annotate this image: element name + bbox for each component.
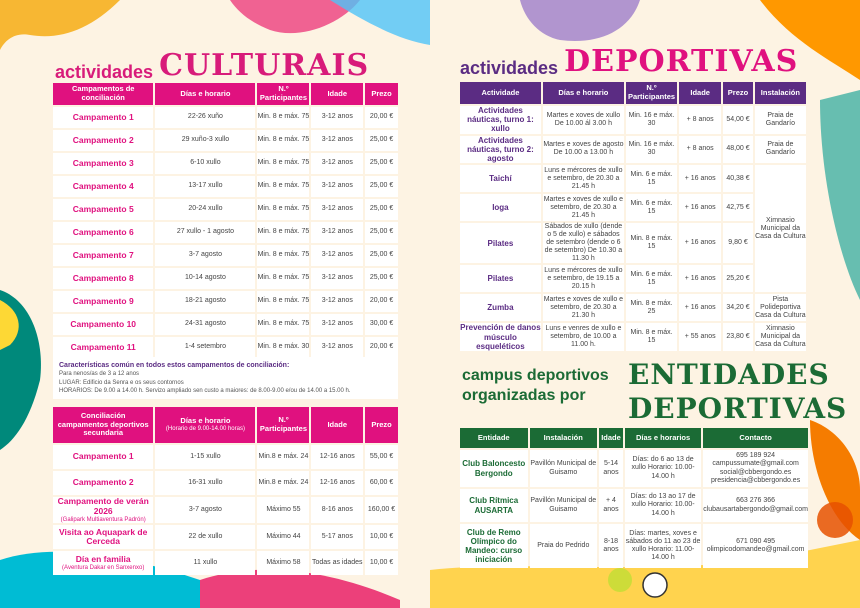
table-row <box>53 314 398 335</box>
camp-days: 13-17 xullo <box>155 176 255 197</box>
camp-participants: Min. 8 e máx. 75 <box>257 130 309 151</box>
activity-age: + 55 anos <box>679 323 721 351</box>
camp-participants: Máximo 44 <box>257 525 309 549</box>
entity-age: + 4 anos <box>599 489 623 522</box>
col-header <box>155 407 255 443</box>
activity-name: Actividades náuticas, turno 2: agosto <box>460 136 541 164</box>
camp-age: 3-12 anos <box>311 291 363 312</box>
entidades-header-row <box>460 428 808 448</box>
activity-participants: Min. 8 e máx. 25 <box>626 294 677 321</box>
camp-participants: Min.8 e máx. 24 <box>257 471 309 495</box>
camp-days: 3-7 agosto <box>155 497 255 523</box>
activity-days: Luns e mércores de xullo e setembro, de 20.30 a 21.45 h <box>543 165 624 192</box>
table-row <box>460 106 806 134</box>
camp-name: Campamento 5 <box>53 199 153 220</box>
camp-participants: Min. 8 e máx. 75 <box>257 107 309 128</box>
camp-price: 25,00 € <box>365 199 398 220</box>
camp-age: 5-17 anos <box>311 525 363 549</box>
activity-participants: Min. 8 e máx. 15 <box>626 223 677 263</box>
entity-days: Días: do 6 ao 13 de xullo Horario: 10.00-14.00 h <box>625 450 701 487</box>
camp-participants: Máximo 55 <box>257 497 309 523</box>
camp-participants: Min. 8 e máx. 75 <box>257 268 309 289</box>
activity-participants: Min. 8 e máx. 15 <box>626 323 677 351</box>
camp-participants: Min. 8 e máx. 75 <box>257 245 309 266</box>
deportivas-table <box>458 80 808 353</box>
activity-age: + 16 anos <box>679 294 721 321</box>
camp-price: 30,00 € <box>365 314 398 335</box>
culturais-title <box>55 48 369 83</box>
col-header: Instalación <box>755 82 806 104</box>
table-row <box>53 268 398 289</box>
entity-contact: 663 276 366 clubausartabergondo@gmail.com <box>703 489 808 522</box>
table-row <box>53 291 398 312</box>
activity-name: Pilates <box>460 265 541 292</box>
col-header: Prezo <box>365 407 398 443</box>
camp-price: 25,00 € <box>365 153 398 174</box>
camp-days: 1-4 setembro <box>155 337 255 358</box>
entity-age: 8-18 anos <box>599 524 623 568</box>
activity-days: Martes e xoves de agosto De 10.00 a 13.00 h <box>543 136 624 164</box>
activity-age: + 16 anos <box>679 265 721 292</box>
table-row <box>460 165 806 192</box>
culturais-title-small: actividades <box>55 62 154 82</box>
culturais-table <box>51 81 400 360</box>
col-header: Días e horarios <box>625 428 701 448</box>
table-row <box>53 525 398 549</box>
activity-participants: Min. 6 e máx. 15 <box>626 165 677 192</box>
activity-age: + 8 anos <box>679 106 721 134</box>
col-header: N.º Participantes <box>626 82 677 104</box>
camp-name: Campamento 3 <box>53 153 153 174</box>
camp-name: Campamento 2 <box>53 130 153 151</box>
table-row <box>53 199 398 220</box>
camp-age: 3-12 anos <box>311 107 363 128</box>
activity-age: + 8 anos <box>679 136 721 164</box>
activity-name: Pilates <box>460 223 541 263</box>
col-header: Idade <box>599 428 623 448</box>
activity-name: Actividades náuticas, turno 1: xullo <box>460 106 541 134</box>
col-header: Entidade <box>460 428 528 448</box>
col-header: Instalación <box>530 428 598 448</box>
secundaria-header-row <box>53 407 398 443</box>
entity-age: 5-14 anos <box>599 450 623 487</box>
camp-name: Campamento 10 <box>53 314 153 335</box>
camp-participants: Min.8 e máx. 24 <box>257 445 309 469</box>
notes-line: LUGAR: Edificio da Senra e os seus contornos <box>59 379 184 386</box>
camp-age: 3-12 anos <box>311 176 363 197</box>
deportivas-title-small: actividades <box>460 58 559 78</box>
deportivas-title-big: DEPORTIVAS <box>564 44 799 79</box>
deportivas-title <box>460 44 798 79</box>
activity-name: Prevención de danos músculo esqueléticos <box>460 323 541 351</box>
camp-days: 10-14 agosto <box>155 268 255 289</box>
camp-price: 60,00 € <box>365 471 398 495</box>
camp-age: 3-12 anos <box>311 268 363 289</box>
camp-participants: Min. 8 e máx. 75 <box>257 314 309 335</box>
entidades-table <box>458 426 810 570</box>
activity-installation: Ximnasio Municipal da Casa da Cultura <box>755 165 806 292</box>
activity-days: Martes e xoves de xullo e setembro, de 20.30 a 21.45 h <box>543 194 624 221</box>
activity-days: Luns e venres de xullo e setembro, de 10.00 a 11.00 h. <box>543 323 624 351</box>
activity-installation: Praia de Gandarío <box>755 136 806 164</box>
camp-participants: Min. 8 e máx. 75 <box>257 199 309 220</box>
camp-days: 22 de xullo <box>155 525 255 549</box>
activity-installation: Praia de Gandarío <box>755 106 806 134</box>
entidades-body <box>460 450 808 568</box>
table-row <box>53 497 398 523</box>
activity-age: + 16 anos <box>679 165 721 192</box>
camp-age: 3-12 anos <box>311 245 363 266</box>
camp-price: 10,00 € <box>365 551 398 575</box>
camp-days: 3-7 agosto <box>155 245 255 266</box>
activity-name: Zumba <box>460 294 541 321</box>
camp-name: Campamento 1 <box>53 107 153 128</box>
table-row <box>53 130 398 151</box>
entity-installation: Pavillón Municipal de Guisamo <box>530 489 598 522</box>
table-row <box>460 294 806 321</box>
activity-participants: Min. 6 e máx. 15 <box>626 194 677 221</box>
camp-age: 3-12 anos <box>311 130 363 151</box>
camp-name-sub: (Aventura Dakar en Sanxenxo) <box>62 564 145 571</box>
camp-participants: Min. 8 e máx. 75 <box>257 222 309 243</box>
deportivas-body <box>460 106 806 351</box>
camp-price: 20,00 € <box>365 291 398 312</box>
notes-line: Para nenos/as de 3 a 12 anos <box>59 371 140 378</box>
col-header: Idade <box>311 407 363 443</box>
camp-name-sub: (Galipark Multiaventura Padrón) <box>60 516 146 523</box>
camp-days: 22-26 xuño <box>155 107 255 128</box>
secundaria-table <box>51 405 400 577</box>
activity-price: 48,00 € <box>723 136 753 164</box>
camp-name <box>53 525 153 549</box>
col-header-sub: (Horario de 9.00-14.00 horas) <box>165 425 245 432</box>
activity-price: 42,75 € <box>723 194 753 221</box>
col-header: Conciliación campamentos deportivos secundaria <box>53 407 153 443</box>
deportivas-header-row <box>460 82 806 104</box>
camp-price: 25,00 € <box>365 245 398 266</box>
table-row <box>53 471 398 495</box>
camp-age: 3-12 anos <box>311 314 363 335</box>
col-header: Prezo <box>723 82 753 104</box>
col-header-main: Días e horario <box>180 416 231 426</box>
camp-price: 10,00 € <box>365 525 398 549</box>
table-row <box>460 136 806 164</box>
entity-days: Días: do 13 ao 17 de xullo Horario: 10.00-14.00 h <box>625 489 701 522</box>
camp-name-main: Campamento de verán 2026 <box>57 496 149 516</box>
table-row <box>53 107 398 128</box>
culturais-title-big: CULTURAIS <box>159 48 370 83</box>
activity-price: 23,80 € <box>723 323 753 351</box>
camp-name <box>53 445 153 469</box>
entity-name: Club Baloncesto Bergondo <box>460 450 528 487</box>
notes-line: HORARIOS: De 9.00 a 14.00 h. Servizo ampliado sen custo a maiores: de 8.00-9.00 e/ou de 14.00 a 15.00 h. <box>59 387 351 394</box>
camp-price: 20,00 € <box>365 337 398 358</box>
entity-installation: Pavillón Municipal de Guisamo <box>530 450 598 487</box>
camp-age: Todas as idades <box>311 551 363 575</box>
common-notes <box>53 357 398 399</box>
secundaria-body <box>53 445 398 575</box>
camp-age: 3-12 anos <box>311 199 363 220</box>
camp-participants: Máximo 58 <box>257 551 309 575</box>
camp-name-main: Campamento 2 <box>72 477 134 488</box>
activity-participants: Min. 6 e máx. 15 <box>626 265 677 292</box>
entity-name: Club de Remo Olímpico do Mandeo: curso iniciación <box>460 524 528 568</box>
camp-days: 27 xullo - 1 agosto <box>155 222 255 243</box>
activity-days: Luns e mércores de xullo e setembro, de 19.15 a 20.15 h <box>543 265 624 292</box>
camp-age: 3-12 anos <box>311 153 363 174</box>
activity-age: + 16 anos <box>679 194 721 221</box>
entity-installation: Praia do Pedrido <box>530 524 598 568</box>
camp-name: Campamento 11 <box>53 337 153 358</box>
camp-age: 12-16 anos <box>311 445 363 469</box>
col-header: Actividade <box>460 82 541 104</box>
entity-days: Días: martes, xoves e sábados do 11 ao 23 de xullo Horario: 11.00-14.00 h <box>625 524 701 568</box>
activity-days: Martes e xoves de xullo e setembro, de 20.30 a 21.30 h <box>543 294 624 321</box>
activity-age: + 16 anos <box>679 223 721 263</box>
camp-price: 25,00 € <box>365 222 398 243</box>
camp-name: Campamento 4 <box>53 176 153 197</box>
activity-installation: Pista Polideportiva Casa da Cultura <box>755 294 806 321</box>
table-row <box>53 176 398 197</box>
col-header: Prezo <box>365 83 398 105</box>
camp-price: 160,00 € <box>365 497 398 523</box>
activity-participants: Min. 16 e máx. 30 <box>626 136 677 164</box>
camp-days: 20-24 xullo <box>155 199 255 220</box>
table-row <box>53 222 398 243</box>
camp-days: 29 xuño-3 xullo <box>155 130 255 151</box>
col-header: Campamentos de conciliación <box>53 83 153 105</box>
entity-contact: 671 090 495 olimpicodomandeo@gmail.com <box>703 524 808 568</box>
camp-age: 12-16 anos <box>311 471 363 495</box>
camp-days: 6-10 xullo <box>155 153 255 174</box>
table-row <box>53 445 398 469</box>
camp-participants: Min. 8 e máx. 75 <box>257 291 309 312</box>
table-row <box>53 153 398 174</box>
camp-participants: Min. 8 e máx. 30 <box>257 337 309 358</box>
camp-age: 3-12 anos <box>311 337 363 358</box>
camp-price: 20,00 € <box>365 107 398 128</box>
activity-days: Martes e xoves de xullo De 10.00 ál 3.00 h <box>543 106 624 134</box>
notes-heading: Características común en todos estos campamentos de conciliación: <box>59 362 290 369</box>
camp-name <box>53 471 153 495</box>
activity-days: Sábados de xullo (dende o 5 de xullo) e sábados de setembro (dende o 6 de setembro) De 10.30 a 11.30 h <box>544 223 623 263</box>
culturais-body <box>53 107 398 358</box>
table-row <box>460 323 806 351</box>
activity-price: 34,20 € <box>723 294 753 321</box>
culturais-header-row <box>53 83 398 105</box>
activity-price: 9,80 € <box>723 223 753 263</box>
camp-age: 8-16 anos <box>311 497 363 523</box>
table-row <box>460 524 808 568</box>
activity-price: 40,38 € <box>723 165 753 192</box>
right-panel <box>430 0 860 608</box>
col-header: Días e horario <box>543 82 624 104</box>
entidades-title-1: ENTIDADES <box>628 358 830 391</box>
camp-days: 16-31 xullo <box>155 471 255 495</box>
table-row <box>460 489 808 522</box>
camp-name: Campamento 7 <box>53 245 153 266</box>
col-header: Idade <box>679 82 721 104</box>
camp-name-main: Visita ao Aquapark de Cerceda <box>59 526 148 547</box>
camp-participants: Min. 8 e máx. 75 <box>257 153 309 174</box>
col-header: N.º Participantes <box>257 83 309 105</box>
camp-price: 25,00 € <box>365 130 398 151</box>
table-row <box>53 551 398 575</box>
col-header: Idade <box>311 83 363 105</box>
col-header: Contacto <box>703 428 808 448</box>
camp-name: Campamento 9 <box>53 291 153 312</box>
campus-title: campus deportivos organizadas por <box>462 367 609 404</box>
camp-name <box>53 497 153 523</box>
entity-name: Club Rítmica AUSARTA <box>460 489 528 522</box>
entity-contact: 695 189 924 campussumate@gmail.com social@cbbergondo.es presidencia@cbbergondo.es <box>703 450 808 487</box>
camp-participants: Min. 8 e máx. 75 <box>257 176 309 197</box>
camp-days: 18-21 agosto <box>155 291 255 312</box>
camp-name: Campamento 8 <box>53 268 153 289</box>
activity-participants: Min. 16 e máx. 30 <box>626 106 677 134</box>
activity-price: 25,20 € <box>723 265 753 292</box>
camp-age: 3-12 anos <box>311 222 363 243</box>
camp-name <box>53 551 153 575</box>
col-header: Días e horario <box>155 83 255 105</box>
camp-days: 24-31 agosto <box>155 314 255 335</box>
table-row <box>53 245 398 266</box>
table-row <box>460 450 808 487</box>
camp-price: 25,00 € <box>365 268 398 289</box>
table-row <box>53 337 398 358</box>
camp-days: 11 xullo <box>155 551 255 575</box>
camp-name-main: Campamento 1 <box>72 451 134 462</box>
camp-price: 25,00 € <box>365 176 398 197</box>
camp-price: 55,00 € <box>365 445 398 469</box>
col-header: N.º Participantes <box>257 407 309 443</box>
camp-name-main: Día en familia <box>75 554 131 565</box>
activity-name: Taichí <box>460 165 541 192</box>
activity-price: 54,00 € <box>723 106 753 134</box>
activity-installation: Ximnasio Municipal da Casa da Cultura <box>755 323 806 351</box>
camp-days: 1-15 xullo <box>155 445 255 469</box>
camp-name: Campamento 6 <box>53 222 153 243</box>
entidades-title-2: DEPORTIVAS <box>628 392 848 425</box>
activity-name: Ioga <box>460 194 541 221</box>
